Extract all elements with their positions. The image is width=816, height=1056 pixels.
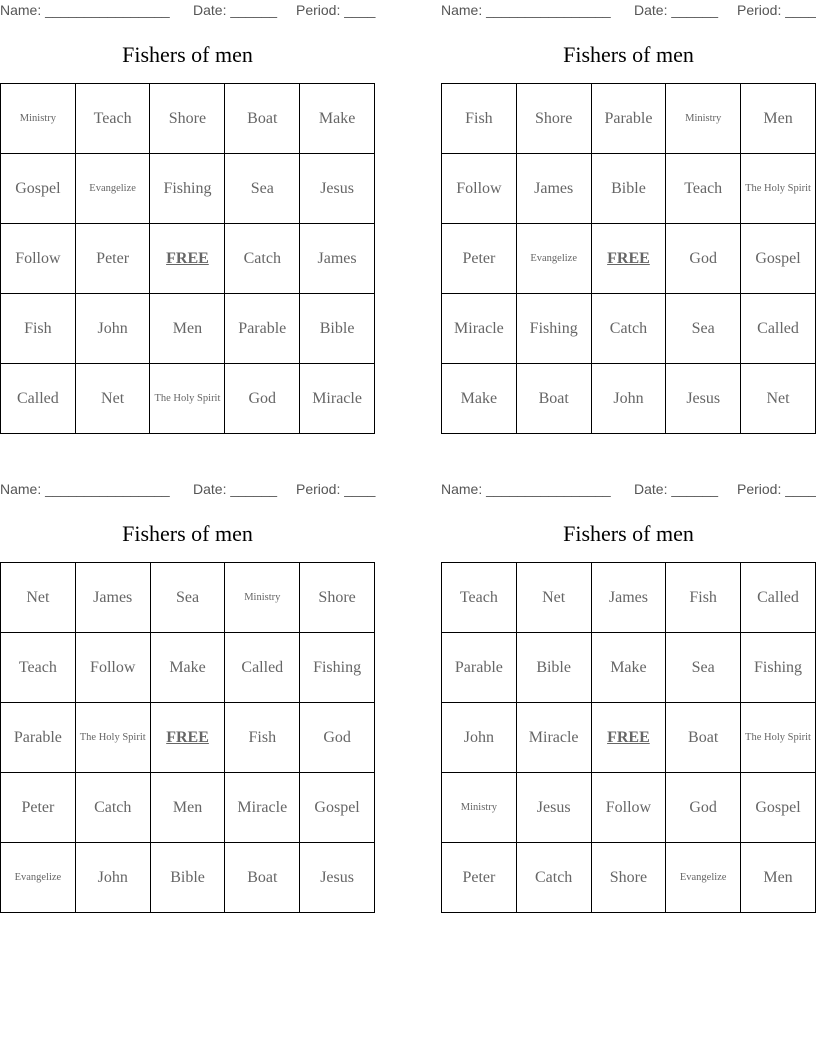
- grid-cell: Fish: [442, 84, 517, 154]
- grid-cell: Gospel: [300, 773, 375, 843]
- grid-cell: Shore: [150, 84, 225, 154]
- grid-cell: Boat: [666, 703, 741, 773]
- grid-cell: Fish: [225, 703, 300, 773]
- name-field: Name: ________________: [441, 481, 611, 497]
- grid-cell: Evangelize: [1, 843, 76, 913]
- grid-cell: Miracle: [225, 773, 300, 843]
- grid-cell: Ministry: [1, 84, 76, 154]
- grid-cell: Men: [741, 84, 816, 154]
- grid-cell: John: [75, 843, 150, 913]
- grid-row: [442, 703, 816, 773]
- period-field: Period: ____: [737, 481, 816, 497]
- grid-cell: Jesus: [516, 773, 591, 843]
- grid-cell: Men: [741, 843, 816, 913]
- grid-cell: Evangelize: [666, 843, 741, 913]
- grid-cell: Miracle: [516, 703, 591, 773]
- grid-cell: Peter: [442, 843, 517, 913]
- period-field: Period: ____: [737, 2, 816, 18]
- card-title: Fishers of men: [122, 521, 253, 546]
- grid-cell: Jesus: [300, 843, 375, 913]
- grid-cell: Shore: [300, 563, 375, 633]
- grid-cell: Called: [741, 563, 816, 633]
- grid-cell: Fishing: [150, 154, 225, 224]
- grid-cell: Peter: [442, 224, 517, 294]
- grid-cell: Make: [442, 364, 517, 434]
- grid-cell: Parable: [225, 294, 300, 364]
- grid-cell: Peter: [1, 773, 76, 843]
- grid-cell: God: [225, 364, 300, 434]
- grid-cell: Called: [1, 364, 76, 434]
- grid-cell: Called: [225, 633, 300, 703]
- grid-row: [442, 224, 816, 294]
- grid-cell: Catch: [225, 224, 300, 294]
- grid-cell: Net: [741, 364, 816, 434]
- grid-cell: Jesus: [300, 154, 375, 224]
- grid-cell: John: [75, 294, 150, 364]
- grid-row: [442, 364, 816, 434]
- grid-cell: Fishing: [741, 633, 816, 703]
- grid-cell: God: [666, 224, 741, 294]
- grid-cell: The Holy Spirit: [741, 703, 816, 773]
- grid-cell: Boat: [225, 84, 300, 154]
- grid-row: [1, 84, 375, 154]
- grid-cell: James: [300, 224, 375, 294]
- grid-row: [442, 154, 816, 224]
- grid-cell: Fish: [666, 563, 741, 633]
- grid-cell: Called: [741, 294, 816, 364]
- grid-row: [1, 773, 375, 843]
- grid-row: [1, 843, 375, 913]
- grid-cell: Bible: [516, 633, 591, 703]
- grid-cell: Sea: [150, 563, 225, 633]
- card-title: Fishers of men: [563, 521, 694, 546]
- grid-cell: Ministry: [666, 84, 741, 154]
- grid-cell: Follow: [1, 224, 76, 294]
- grid-cell: Evangelize: [75, 154, 150, 224]
- grid-cell: Follow: [591, 773, 666, 843]
- grid-cell: Men: [150, 294, 225, 364]
- grid-cell: Sea: [666, 633, 741, 703]
- grid-cell: Ministry: [225, 563, 300, 633]
- free-cell: FREE: [591, 224, 666, 294]
- grid-cell: Teach: [666, 154, 741, 224]
- grid-cell: God: [300, 703, 375, 773]
- grid-cell: Net: [1, 563, 76, 633]
- grid-cell: Sea: [666, 294, 741, 364]
- grid-row: [442, 633, 816, 703]
- grid-cell: James: [591, 563, 666, 633]
- grid-cell: God: [666, 773, 741, 843]
- grid-row: [1, 563, 375, 633]
- period-field: Period: ____: [296, 2, 376, 18]
- grid-cell: Boat: [225, 843, 300, 913]
- grid-cell: Fishing: [516, 294, 591, 364]
- grid-cell: Miracle: [442, 294, 517, 364]
- grid-cell: The Holy Spirit: [75, 703, 150, 773]
- grid-cell: Make: [591, 633, 666, 703]
- grid-cell: Follow: [75, 633, 150, 703]
- grid-cell: Bible: [591, 154, 666, 224]
- card-header: [0, 0, 375, 20]
- grid-row: [442, 773, 816, 843]
- grid-cell: Gospel: [1, 154, 76, 224]
- period-field: Period: ____: [296, 481, 376, 497]
- grid-cell: Catch: [516, 843, 591, 913]
- grid-cell: Net: [75, 364, 150, 434]
- name-field: Name: ________________: [0, 2, 170, 18]
- grid-row: [1, 294, 375, 364]
- grid-row: [442, 843, 816, 913]
- date-field: Date: ______: [634, 481, 719, 497]
- grid-cell: Sea: [225, 154, 300, 224]
- date-field: Date: ______: [193, 481, 278, 497]
- free-cell: FREE: [150, 224, 225, 294]
- grid-row: [1, 633, 375, 703]
- grid-cell: The Holy Spirit: [150, 364, 225, 434]
- grid-cell: Bible: [150, 843, 225, 913]
- grid-cell: Peter: [75, 224, 150, 294]
- grid-cell: Fishing: [300, 633, 375, 703]
- grid-cell: Parable: [1, 703, 76, 773]
- grid-cell: James: [516, 154, 591, 224]
- card-header: [0, 479, 375, 499]
- free-cell: FREE: [591, 703, 666, 773]
- card-header: [441, 0, 816, 20]
- grid-cell: Parable: [442, 633, 517, 703]
- grid-cell: Make: [150, 633, 225, 703]
- name-field: Name: ________________: [0, 481, 170, 497]
- grid-cell: Bible: [300, 294, 375, 364]
- grid-cell: Net: [516, 563, 591, 633]
- grid-cell: Catch: [591, 294, 666, 364]
- grid-cell: Boat: [516, 364, 591, 434]
- card-title: Fishers of men: [122, 42, 253, 67]
- grid-cell: Make: [300, 84, 375, 154]
- grid-cell: Gospel: [741, 224, 816, 294]
- grid-cell: John: [591, 364, 666, 434]
- grid-row: [442, 84, 816, 154]
- grid-cell: Fish: [1, 294, 76, 364]
- grid-cell: Teach: [75, 84, 150, 154]
- grid-cell: Jesus: [666, 364, 741, 434]
- grid-cell: Shore: [516, 84, 591, 154]
- grid-cell: James: [75, 563, 150, 633]
- grid-cell: Parable: [591, 84, 666, 154]
- free-cell: FREE: [150, 703, 225, 773]
- bingo-grid: [441, 562, 816, 913]
- grid-cell: Teach: [442, 563, 517, 633]
- card-title: Fishers of men: [563, 42, 694, 67]
- grid-cell: The Holy Spirit: [741, 154, 816, 224]
- grid-cell: Teach: [1, 633, 76, 703]
- grid-row: [442, 294, 816, 364]
- grid-row: [1, 224, 375, 294]
- grid-cell: Follow: [442, 154, 517, 224]
- grid-cell: Evangelize: [516, 224, 591, 294]
- date-field: Date: ______: [634, 2, 719, 18]
- grid-cell: Gospel: [741, 773, 816, 843]
- grid-row: [1, 703, 375, 773]
- grid-cell: Ministry: [442, 773, 517, 843]
- grid-cell: Men: [150, 773, 225, 843]
- grid-row: [1, 364, 375, 434]
- date-field: Date: ______: [193, 2, 278, 18]
- bingo-grid: [0, 83, 375, 434]
- bingo-grid: [0, 562, 375, 913]
- grid-cell: Shore: [591, 843, 666, 913]
- card-header: [441, 479, 816, 499]
- bingo-grid: [441, 83, 816, 434]
- grid-cell: Miracle: [300, 364, 375, 434]
- name-field: Name: ________________: [441, 2, 611, 18]
- grid-row: [1, 154, 375, 224]
- grid-cell: Catch: [75, 773, 150, 843]
- grid-cell: John: [442, 703, 517, 773]
- grid-row: [442, 563, 816, 633]
